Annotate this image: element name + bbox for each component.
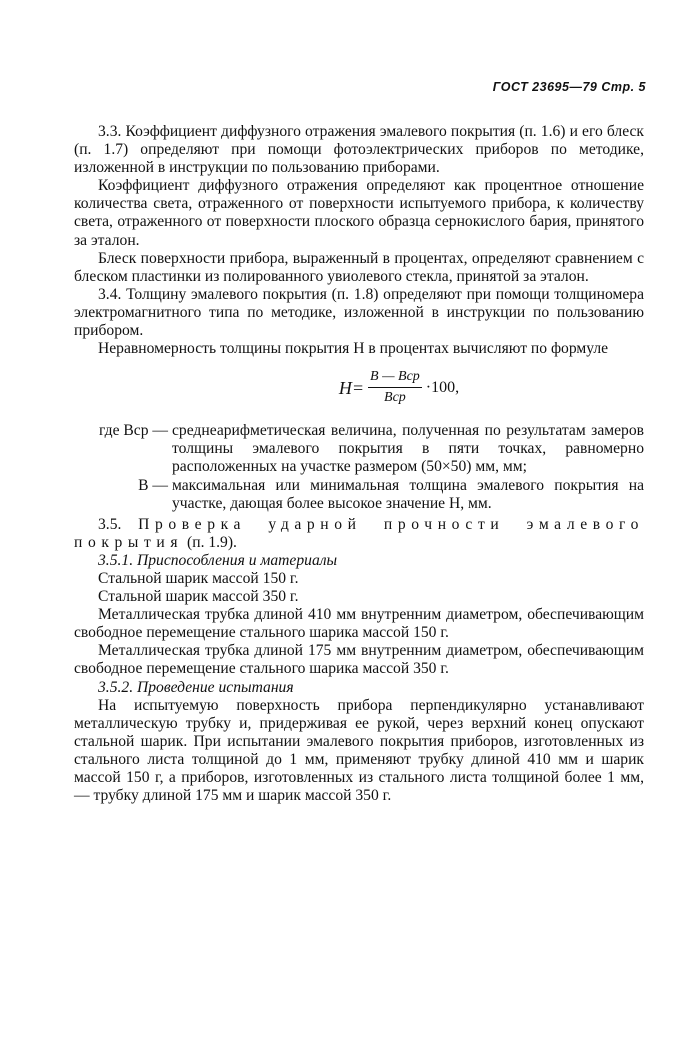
section-3-5-1-heading: 3.5.1. Приспособления и материалы <box>98 551 338 569</box>
section-3-5-2-heading: 3.5.2. Проведение испытания <box>98 678 294 696</box>
formula-lhs: H= <box>338 377 365 398</box>
formula-fraction <box>368 368 422 407</box>
section-3-5 <box>74 516 644 552</box>
document-body <box>74 123 644 805</box>
section-3-5-number: 3.5. <box>98 515 122 533</box>
section-3-5-2-text: На испытуемую поверхность прибора перпендикулярно устанавливают металлическую трубку и, придерживая ее рукой, через верхний конец опускают стальной шарик. При испытании эмалевого покрытия приборов, изготовленных из стального листа толщиной до 1 мм, применяют трубку длиной 410 мм и шарик массой 150 г, а приборов, изготовленных из стального листа толщиной более 1 мм, — трубку длиной 175 мм и шарик массой 350 г. <box>74 696 644 805</box>
definitions <box>74 422 644 512</box>
section-3-5-title: Проверка ударной прочности эмалевого покрытия <box>74 515 645 551</box>
paragraph-gloss: Блеск поверхности прибора, выраженный в процентах, определяют сравнением с блеском пластинки из полированного увиолевого стекла, принятой за эталон. <box>74 249 644 285</box>
material-item: Стальной шарик массой 350 г. <box>98 588 299 606</box>
definition-term: где Bср — <box>99 422 168 440</box>
definition-desc: максимальная или минимальная толщина эмалевого покрытия на участке, дающая более высокое значение H, мм. <box>172 476 644 512</box>
paragraph-3-3: 3.3. Коэффициент диффузного отражения эмалевого покрытия (п. 1.6) и его блеск (п. 1.7) определяют при помощи фотоэлектрических приборов по методике, изложенной в инструкции по пользованию приборами. <box>74 123 644 177</box>
material-item: Металлическая трубка длиной 175 мм внутренним диаметром, обеспечивающим свободное перемещение стального шарика массой 350 г. <box>74 642 644 678</box>
formula <box>154 368 644 414</box>
definition-row <box>74 477 644 513</box>
section-3-5-ref: (п. 1.9). <box>187 533 237 551</box>
definition-desc: среднеарифметическая величина, полученная по результатам замеров толщины эмалевого покрытия в пяти точках, равномерно расположенных на участке размером (50×50) мм, мм; <box>172 422 644 476</box>
paragraph-nonuniformity: Неравномерность толщины покрытия H в процентах вычисляют по формуле <box>98 340 609 358</box>
formula-denominator: Bср <box>384 390 406 406</box>
formula-numerator: B — Bср <box>368 368 422 388</box>
definition-row <box>74 422 644 476</box>
material-item: Стальной шарик массой 150 г. <box>98 569 299 587</box>
page-header: ГОСТ 23695—79 Стр. 5 <box>492 80 646 94</box>
paragraph-diffuse-reflection: Коэффициент диффузного отражения определяют как процентное отношение количества света, отраженного от поверхности испытуемого прибора, к количеству света, отраженного от поверхности плоского образца сернокислого бария, принятого за эталон. <box>74 177 644 249</box>
paragraph-3-4: 3.4. Толщину эмалевого покрытия (п. 1.8) определяют при помощи толщиномера электромагнитного типа по методике, изложенной в инструкции по пользованию прибором. <box>74 285 644 340</box>
definition-term: B — <box>138 476 168 494</box>
material-item: Металлическая трубка длиной 410 мм внутренним диаметром, обеспечивающим свободное перемещение стального шарика массой 150 г. <box>74 606 644 642</box>
formula-multiplier: ·100, <box>425 378 460 396</box>
